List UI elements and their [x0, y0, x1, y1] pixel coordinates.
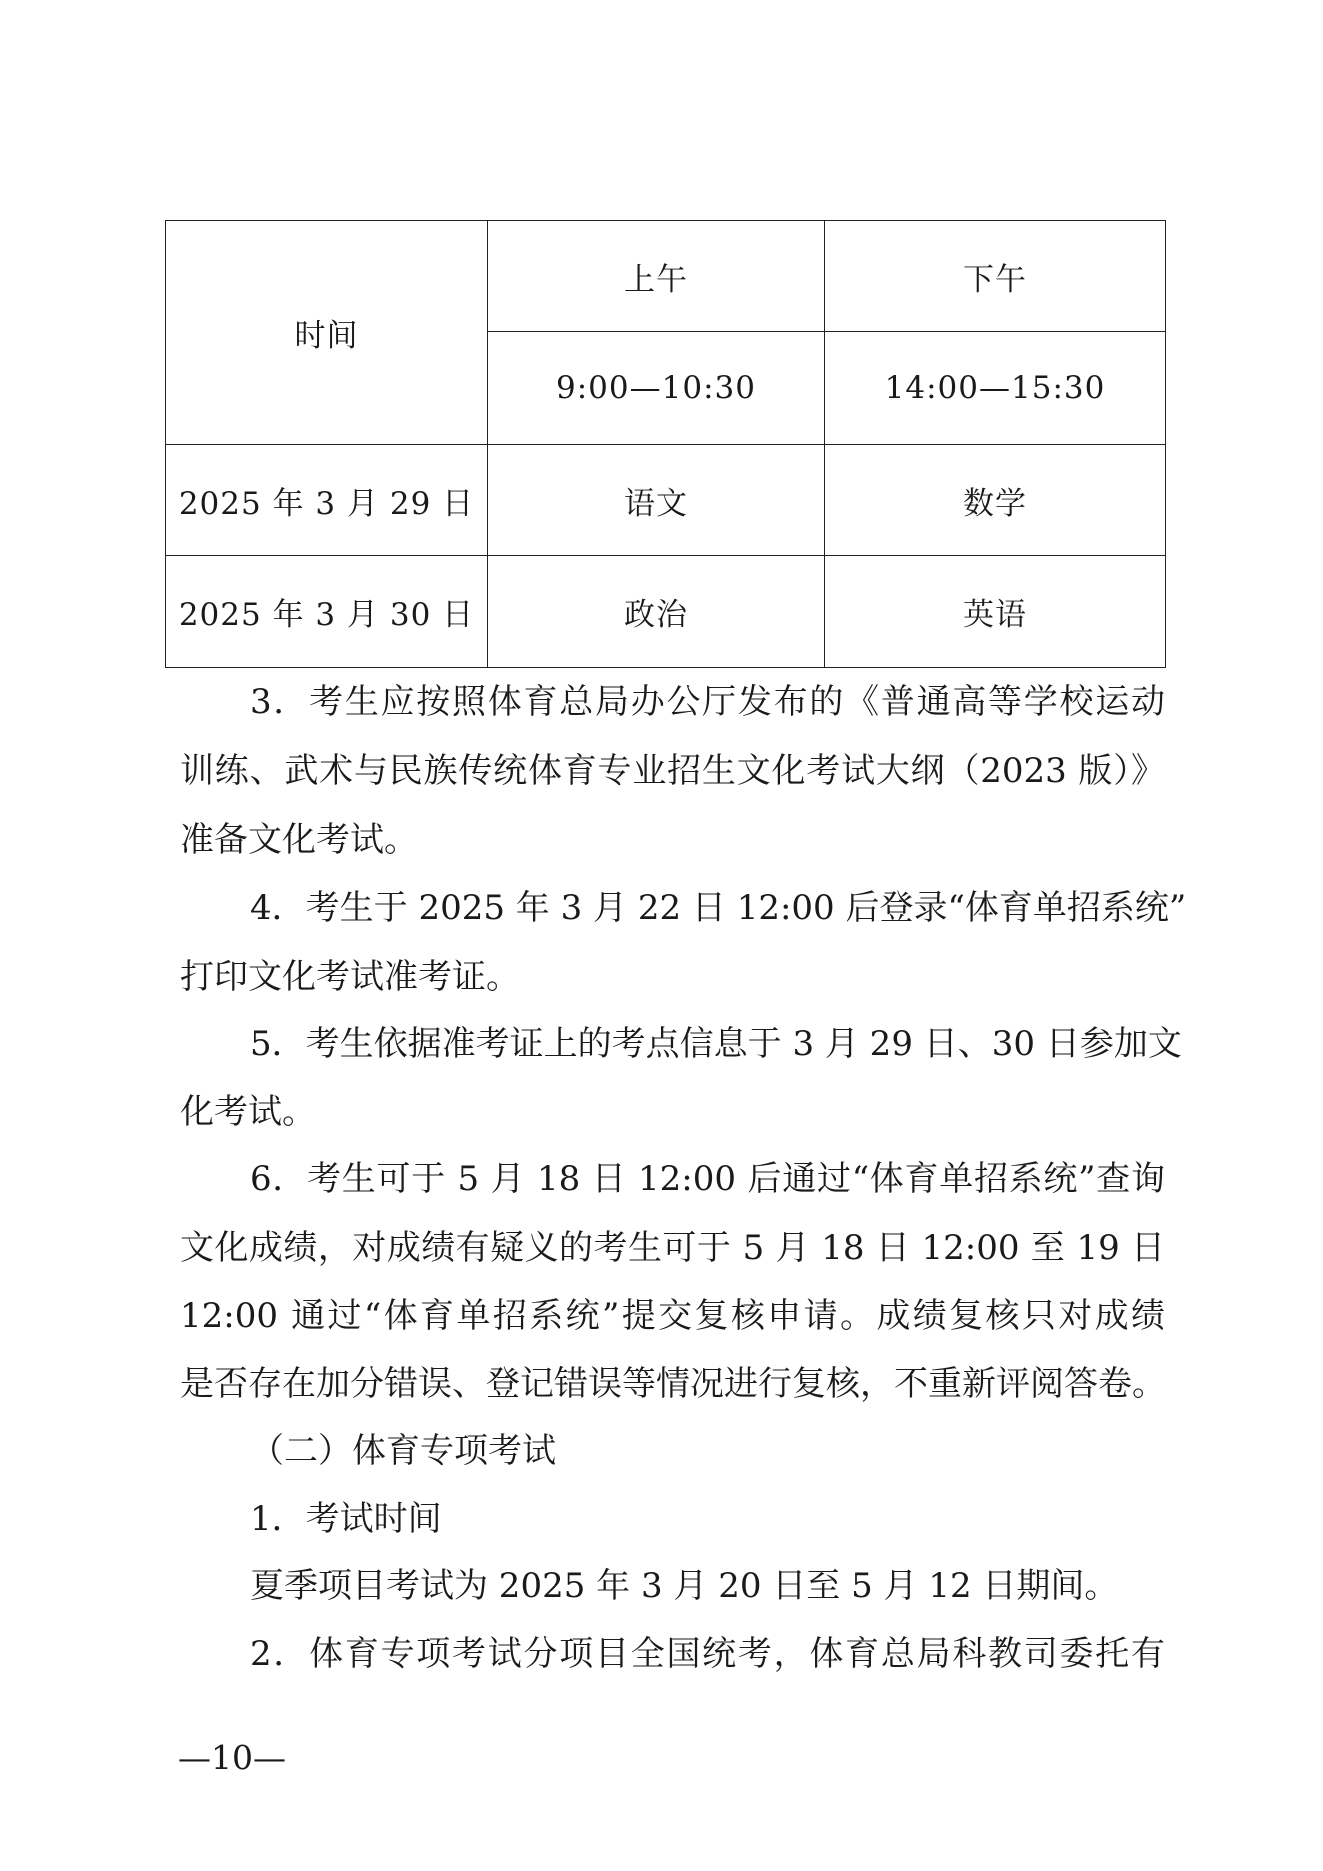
paragraph-3-line-2: 训练、武术与民族传统体育专业招生文化考试大纲（2023 版）》	[180, 751, 1165, 791]
section-2-item-2-line-1: 2．体育专项考试分项目全国统考，体育总局科教司委托有	[250, 1634, 1165, 1674]
afternoon-subject-cell: 数学	[825, 445, 1166, 556]
paragraph-6-line-1: 6．考生可于 5 月 18 日 12:00 后通过“体育单招系统”查询	[250, 1159, 1165, 1199]
morning-subject-cell: 政治	[488, 556, 825, 668]
header-time-cell: 时间	[166, 221, 488, 445]
afternoon-time-cell: 14:00—15:30	[825, 332, 1166, 445]
paragraph-5-line-2: 化考试。	[180, 1092, 316, 1132]
section-2-item-1-text: 夏季项目考试为 2025 年 3 月 20 日至 5 月 12 日期间。	[250, 1566, 1119, 1606]
exam-schedule-table	[165, 220, 1166, 668]
paragraph-4-line-2: 打印文化考试准考证。	[180, 957, 520, 997]
morning-subject-cell: 语文	[488, 445, 825, 556]
header-afternoon-cell: 下午	[825, 221, 1166, 332]
paragraph-5-line-1: 5．考生依据准考证上的考点信息于 3 月 29 日、30 日参加文	[250, 1024, 1182, 1064]
table-header-row	[166, 221, 1166, 332]
morning-time-cell: 9:00—10:30	[488, 332, 825, 445]
paragraph-6-line-4: 是否存在加分错误、登记错误等情况进行复核，不重新评阅答卷。	[180, 1364, 1166, 1404]
paragraph-3-line-1: 3．考生应按照体育总局办公厅发布的《普通高等学校运动	[250, 682, 1165, 722]
date-cell: 2025 年 3 月 29 日	[166, 445, 488, 556]
paragraph-6-line-3: 12:00 通过“体育单招系统”提交复核申请。成绩复核只对成绩	[180, 1296, 1165, 1336]
section-2-item-1-heading: 1．考试时间	[250, 1499, 442, 1539]
paragraph-3-line-3: 准备文化考试。	[180, 820, 418, 860]
section-2-heading: （二）体育专项考试	[250, 1431, 556, 1471]
table-row	[166, 445, 1166, 556]
afternoon-subject-cell: 英语	[825, 556, 1166, 668]
header-morning-cell: 上午	[488, 221, 825, 332]
table-row	[166, 556, 1166, 668]
page-number: —10—	[178, 1738, 286, 1777]
paragraph-6-line-2: 文化成绩，对成绩有疑义的考生可于 5 月 18 日 12:00 至 19 日	[180, 1228, 1165, 1268]
date-cell: 2025 年 3 月 30 日	[166, 556, 488, 668]
paragraph-4-line-1: 4．考生于 2025 年 3 月 22 日 12:00 后登录“体育单招系统”	[250, 888, 1187, 928]
